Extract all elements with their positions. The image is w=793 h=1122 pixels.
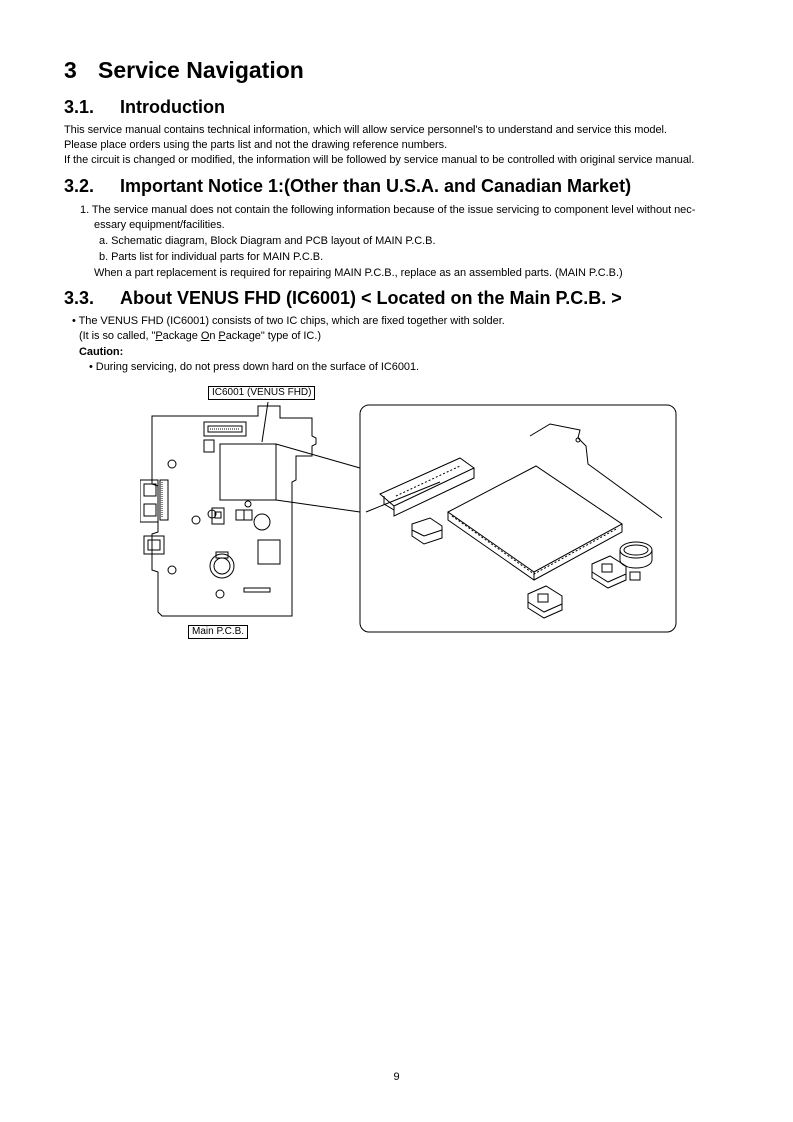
venus-bullet-1: • The VENUS FHD (IC6001) consists of two IC chips, which are fixed together with solder.: [72, 315, 505, 327]
section-heading-notice: [64, 176, 631, 197]
section-number: 3.1.: [64, 97, 95, 117]
notice-sub-b: b. Parts list for individual parts for MAIN P.C.B.: [99, 251, 324, 263]
chapter-title: Service Navigation: [98, 57, 304, 83]
pop-letter-p2: P: [218, 330, 226, 342]
pop-ackage2: ackage: [225, 330, 261, 342]
notice-item-1-line-1: 1. The service manual does not contain the following information because of the issue servicing to component level without nec-: [80, 204, 696, 216]
pop-n: n: [209, 330, 219, 342]
notice-replacement: When a part replacement is required for repairing MAIN P.C.B., replace as an assembled parts. (MAIN P.C.B.): [94, 267, 623, 279]
pop-ackage: ackage: [162, 330, 201, 342]
section-number: 3.3.: [64, 288, 95, 308]
zoom-panel: [360, 405, 676, 632]
pop-suffix: " type of IC.): [260, 330, 321, 342]
callout-ic6001: IC6001 (VENUS FHD): [208, 386, 315, 400]
intro-line-2: Please place orders using the parts list and not the drawing reference numbers.: [64, 139, 448, 151]
pop-letter-o: O: [200, 330, 210, 342]
section-heading-intro: [64, 97, 225, 118]
section-title: About VENUS FHD (IC6001) < Located on the Main P.C.B. >: [120, 288, 622, 308]
callout-main-pcb: Main P.C.B.: [188, 625, 248, 639]
ic6001-on-board: [220, 444, 276, 500]
intro-line-1: This service manual contains technical information, which will allow service personnel's to understand and service this model.: [64, 124, 667, 136]
pop-letter-p: P: [155, 330, 163, 342]
caution-text: • During servicing, do not press down hard on the surface of IC6001.: [89, 361, 420, 373]
pcb-illustration: [140, 384, 680, 646]
notice-sub-a: a. Schematic diagram, Block Diagram and PCB layout of MAIN P.C.B.: [99, 235, 436, 247]
section-title: Important Notice 1:(Other than U.S.A. and Canadian Market): [120, 176, 632, 196]
chapter-heading: [64, 57, 304, 84]
caution-label: Caution:: [79, 346, 124, 358]
pcb-figure: [140, 384, 680, 646]
section-heading-venus: [64, 288, 622, 309]
chapter-number: 3: [64, 57, 77, 83]
page-number: 9: [393, 1071, 400, 1083]
main-pcb-outline: [152, 406, 316, 616]
venus-pop-line: [79, 329, 321, 344]
section-title: Introduction: [120, 97, 225, 117]
venus-fhd-package: [448, 466, 622, 572]
intro-line-3: If the circuit is changed or modified, the information will be followed by service manual to be controlled with original service manual.: [64, 154, 695, 166]
notice-item-1-line-2: essary equipment/facilities.: [94, 219, 225, 231]
section-number: 3.2.: [64, 176, 95, 196]
pop-prefix: (It is so called, ": [79, 330, 156, 342]
